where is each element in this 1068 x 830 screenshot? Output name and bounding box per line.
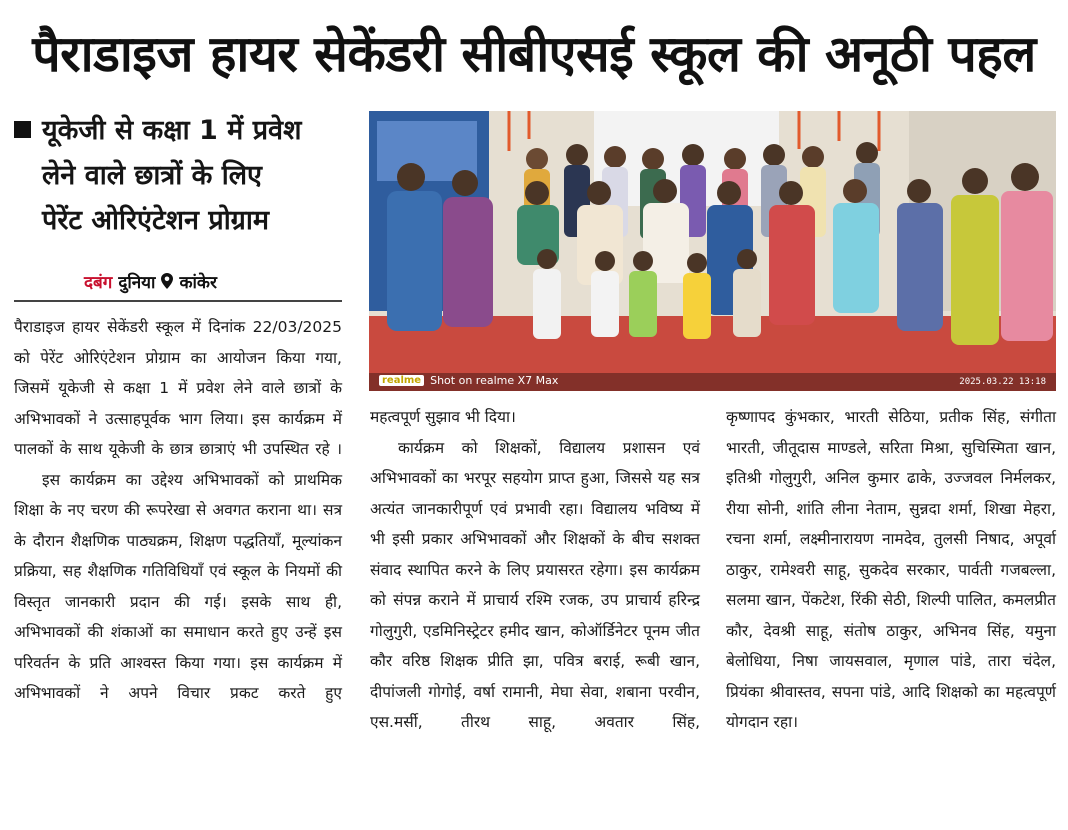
group-photo-illustration xyxy=(369,111,1056,391)
subheadline-line-1: यूकेजी से कक्षा 1 में प्रवेश xyxy=(42,115,302,146)
article-paragraph: कृष्णापद कुंभकार, भारती सेठिया, प्रतीक सिंह, संगीता भारती, जीतूदास माण्डले, सरिता मिश्रा, सुचिस्मिता खान, इतिश्री गोलुगुरी, अनिल कुमार ढाके, उज्जवल निर्मलकर, रीया सोनी, शांति लीना नेताम, सुन्नदा शर्मा, शिखा मेहरा, रचना शर्मा, लक्ष्मीनारायण नामदेव, तुलसी निषाद, अपूर्वा ठाकुर, रामेश्वरी साहू, सुकदेव सरकार, पार्वती गजबल्ला, सलमा खान, पेंकटेश, रिंकी सेठी, शिल्पी पालित, कमलप्रीत कौर, देवश्री साहू, संतोष ठाकुर, अभिनव सिंह, यमुना बेलोधिया, निषा जायसवाल, मृणाल पांडे, तारा चंदेल, प्रियंका श्रीवास्तव, सपना पांडे, आदि शिक्षको का महत्वपूर्ण योगदान रहा। xyxy=(726,408,1056,731)
subheadline-line-2: लेने वाले छात्रों के लिए xyxy=(42,160,262,191)
article-paragraph: पैराडाइज हायर सेकेंडरी स्कूल में दिनांक 22/03/2025 को पेरेंट ओरिएंटेशन प्रोग्राम का आयोजन किया गया, जिसमें यूकेजी से कक्षा 1 में प्रवेश लेने वाले छात्रों के अभिभावकों ने उत्साहपूर्वक भाग लिया। इस कार्यक्रम में पालकों के साथ यूकेजी के छात्र छात्राएं भी उपस्थित रहे । xyxy=(14,318,342,458)
square-bullet-icon xyxy=(14,121,31,138)
byline-place: कांकेर xyxy=(179,272,217,293)
article-column-1 xyxy=(14,312,342,709)
divider-rule xyxy=(14,300,342,302)
byline xyxy=(84,266,217,296)
byline-brand: दबंग xyxy=(84,272,113,293)
byline-name: दुनिया xyxy=(118,272,156,293)
article-paragraph: कार्यक्रम को शिक्षकों, विद्यालय प्रशासन एवं अभिभावकों का भरपूर सहयोग प्राप्त हुआ, जिससे यह सत्र अत्यंत जानकारीपूर्ण एवं प्रभावी रहा। विद्यालय भविष्य में भी इसी प्रकार अभिभावकों और शिक्षकों के बीच सशक्त संवाद स्थापित करने के लिए प्रयासरत रहेगा। इस कार्यक्रम को संपन्न कराने में प्राचार्य रश्मि रजक, उप प्राचार्य हरिन्द्र गोलुगुरी, एडमिनिस्ट्रेटर हमीद खान, कोऑर्डिनेटर पूनम जीत कौर वरिष्ठ शिक्षक प्रीति झा, पवित्र बराई, रूबी खान, दीपांजली गोगोई, वर्षा रामानी, मेघा सेवा, शबाना परवीन, एस.मर्सी, तीरथ साहू, अवतार सिंह, xyxy=(370,438,700,731)
article-paragraph: इस कार्यक्रम का उद्देश्य अभिभावकों को प्राथमिक शिक्षा के नए चरण की रूपरेखा से अवगत कराना था। सत्र के दौरान शैक्षणिक पाठ्यक्रम, शिक्षण पद्धतियाँ, मूल्यांकन प्रक्रिया, सह शैक्षणिक गतिविधियाँ एवं स्कूल के नियमों की विस्तृत जानकारी प्रदान की गई। इसके साथ ही, अभिभावकों की शंकाओं का समाधान करते हुए उन्हें इस परिवर्तन के प्रति आश्वस्त किया गया। इस कार्यक्रम में अभिभावकों ने अपने विचार प्रकट करते हुए xyxy=(14,470,342,702)
photo-timestamp: 2025.03.22 13:18 xyxy=(959,377,1046,387)
camera-watermark-text: Shot on realme X7 Max xyxy=(430,374,559,387)
article-column-3 xyxy=(726,402,1056,738)
event-photo xyxy=(369,111,1056,391)
subheadline xyxy=(14,108,354,243)
headline: पैराडाइज हायर सेकेंडरी सीबीएसई स्कूल की अनूठी पहल xyxy=(32,25,1036,83)
article-column-2 xyxy=(370,402,700,738)
camera-watermark xyxy=(379,374,558,387)
camera-brand-logo: realme xyxy=(379,375,424,386)
location-pin-icon xyxy=(161,273,173,289)
subheadline-line-3: पेरेंट ओरिएंटेशन प्रोग्राम xyxy=(42,205,270,236)
article-paragraph: महत्वपूर्ण सुझाव भी दिया। xyxy=(370,408,516,426)
